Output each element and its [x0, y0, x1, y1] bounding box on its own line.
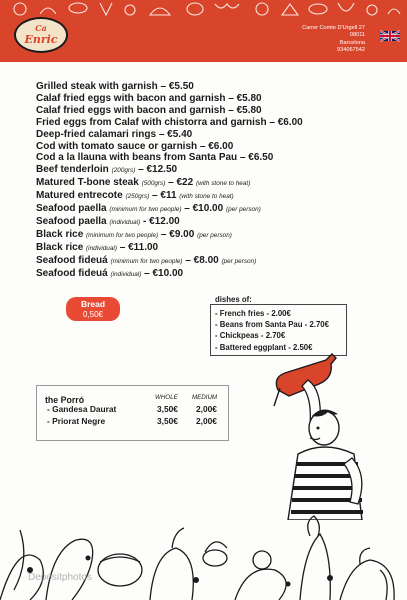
menu-item [36, 190, 386, 203]
menu-item-note: (individual) [109, 218, 141, 226]
wine-price-medium: 2,00€ [196, 416, 217, 426]
menu-item-price: - €12.00 [140, 215, 180, 227]
side-dishes-title: dishes of: [215, 295, 252, 304]
menu-item: Calaf fried eggs with bacon and garnish – €5.80 [36, 92, 262, 104]
menu-item [36, 268, 386, 281]
address-postcode: 08011 [349, 32, 365, 39]
menu-item [36, 177, 386, 190]
menu-item [36, 242, 386, 255]
menu-item-price: – €11 [149, 190, 180, 202]
menu-item-price: – €11.00 [116, 241, 159, 253]
menu-item-name: Seafood paella [36, 203, 110, 215]
bread-badge [66, 297, 120, 321]
restaurant-logo [14, 17, 68, 53]
logo-text-top: Ca [35, 23, 47, 33]
side-dish-item: - French fries - 2.00€ [215, 309, 291, 318]
wine-col-medium: MEDIUM [192, 394, 218, 401]
side-dishes-box [210, 304, 347, 356]
menu-item-note: (individual) [110, 270, 142, 278]
menu-item: Grilled steak with garnish – €5.50 [36, 81, 194, 92]
menu-item: Calaf fried eggs with bacon and garnish – €5.80 [36, 104, 262, 116]
menu-item-note: (500grs) [141, 180, 166, 188]
menu-item-price: – €9.00 [158, 228, 198, 240]
menu-item-note: (per person) [225, 206, 261, 214]
wine-title: the Porró [45, 395, 85, 405]
wine-price-whole: 3,50€ [157, 404, 178, 414]
wine-col-whole: WHOLE [155, 394, 178, 401]
porron-wine-table [36, 385, 229, 441]
restaurant-address [245, 25, 365, 55]
menu-item-name: Seafood paella [36, 215, 110, 227]
wine-name: - Gandesa Daurat [47, 404, 117, 414]
address-city: Barcelona [339, 39, 365, 46]
menu-item-note: (250grs) [125, 193, 150, 201]
menu-item-note: (with stone to heat) [195, 180, 251, 188]
bread-price: 0,50€ [82, 309, 104, 319]
menu-item-price: – €22 [165, 177, 196, 189]
menu-item-note: (200grs) [111, 167, 136, 175]
menu-header [0, 0, 407, 62]
menu-item: Fried eggs from Calaf with chistorra and garnish – €6.00 [36, 116, 303, 128]
side-dish-item: - Beans from Santa Pau - 2.70€ [215, 320, 329, 330]
wine-price-whole: 3,50€ [157, 416, 178, 426]
menu-item-name: Black rice [36, 241, 87, 253]
wine-name: - Priorat Negre [47, 416, 106, 426]
menu-item-note: (with stone to heat) [179, 193, 234, 201]
menu-item-name: Seafood fideuá [36, 254, 111, 266]
side-dish-item: - Battered eggplant - 2.50€ [215, 342, 313, 352]
menu-item [36, 164, 386, 177]
side-dish-item: - Chickpeas - 2.70€ [215, 331, 286, 341]
menu-list [36, 81, 386, 281]
logo-text-main: Enric [24, 33, 58, 46]
menu-item-name: Matured T-bone steak [36, 177, 142, 189]
menu-item: Cod a la llauna with beans from Santa Pau – €6.50 [36, 152, 274, 164]
menu-item [36, 216, 386, 229]
address-phone: 934067542 [337, 47, 365, 54]
menu-item [36, 229, 386, 242]
wine-price-medium: 2,00€ [196, 404, 217, 414]
menu-item-note: (per person) [197, 231, 232, 239]
menu-item-note: (per person) [221, 257, 257, 265]
menu-item-name: Black rice [36, 228, 87, 240]
menu-item-note: (minimum for two people) [109, 206, 182, 214]
food-doodle-icon [0, 0, 407, 20]
menu-item-note: (minimum for two people) [86, 231, 159, 239]
porron-drinker-icon [258, 350, 368, 520]
menu-item-note: (individual) [86, 244, 117, 252]
menu-item: Deep-fried calamari rings – €5.40 [36, 128, 193, 140]
bread-title: Bread [80, 299, 106, 309]
menu-item: Cod with tomato sauce or garnish – €6.00 [36, 140, 234, 152]
vegetables-doodle-icon [0, 500, 407, 600]
uk-flag-icon[interactable] [380, 30, 400, 42]
menu-item-price: – €10.00 [141, 267, 184, 279]
menu-item-price: – €8.00 [182, 254, 222, 266]
menu-item-price: – €12.50 [135, 164, 178, 176]
watermark: Depositphotos [28, 572, 92, 583]
menu-item-note: (minimum for two people) [110, 257, 183, 265]
menu-item-name: Matured entrecote [36, 190, 126, 202]
menu-item-name: Seafood fideuá [36, 267, 111, 279]
address-street: Carrer Comte D'Urgell 27 [302, 25, 365, 31]
menu-item [36, 255, 386, 268]
menu-item-name: Beef tenderloin [36, 164, 112, 176]
menu-item-price: – €10.00 [181, 203, 226, 215]
side-dishes [210, 295, 350, 356]
menu-item [36, 203, 386, 216]
